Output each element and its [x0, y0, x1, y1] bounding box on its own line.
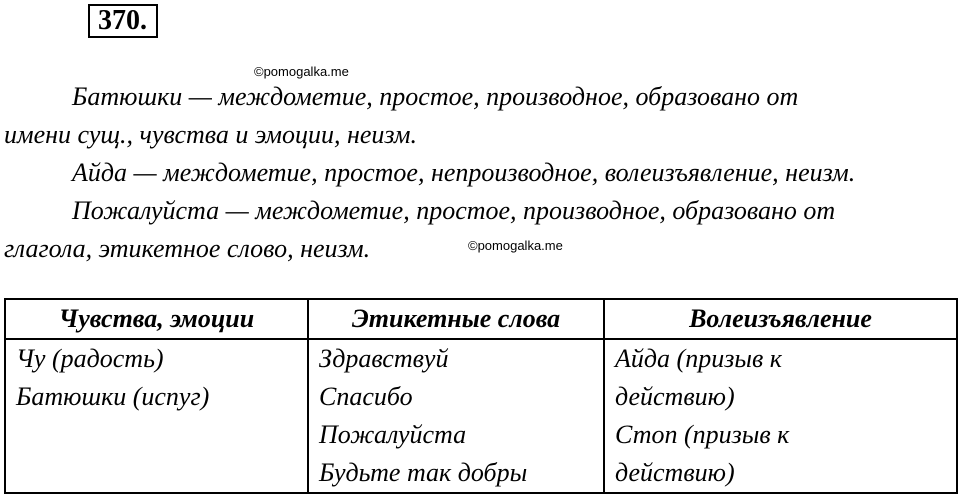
exercise-number: 370. [88, 4, 158, 38]
watermark: ©pomogalka.me [468, 238, 563, 253]
paragraph-pozhaluysta [4, 192, 954, 268]
paragraph-line: глагола, этикетное слово, неизм. [4, 234, 371, 263]
table-item: Чу (радость) [16, 344, 164, 373]
column-header: Волеизъявление [604, 299, 957, 339]
table-item: действию) [615, 382, 735, 411]
table-item: Будьте так добры [319, 458, 528, 487]
paragraph-ayda [4, 154, 954, 192]
table-item: Пожалуйста [319, 420, 467, 449]
table-header-row [5, 299, 957, 339]
table-item: Спасибо [319, 382, 413, 411]
interjection-table [4, 298, 958, 494]
table-item: Здравствуй [319, 344, 449, 373]
table-cell-feelings [5, 339, 308, 493]
watermark: ©pomogalka.me [254, 64, 349, 79]
paragraph-line: Пожалуйста — междометие, простое, производное, образовано от [72, 196, 836, 225]
paragraph-batyushki [4, 78, 954, 154]
column-header: Чувства, эмоции [5, 299, 308, 339]
table-item: Батюшки (испуг) [16, 382, 210, 411]
column-header: Этикетные слова [308, 299, 604, 339]
table-cell-etiquette [308, 339, 604, 493]
paragraph-line: имени сущ., чувства и эмоции, неизм. [4, 120, 417, 149]
paragraph-line: Батюшки — междометие, простое, производное, образовано от [72, 82, 799, 111]
table-cell-volition [604, 339, 957, 493]
paragraph-line: Айда — междометие, простое, непроизводное, волеизъявление, неизм. [72, 158, 856, 187]
table-row [5, 339, 957, 493]
table-item: Стоп (призыв к [615, 420, 790, 449]
table-item: Айда (призыв к [615, 344, 782, 373]
table-item: действию) [615, 458, 735, 487]
